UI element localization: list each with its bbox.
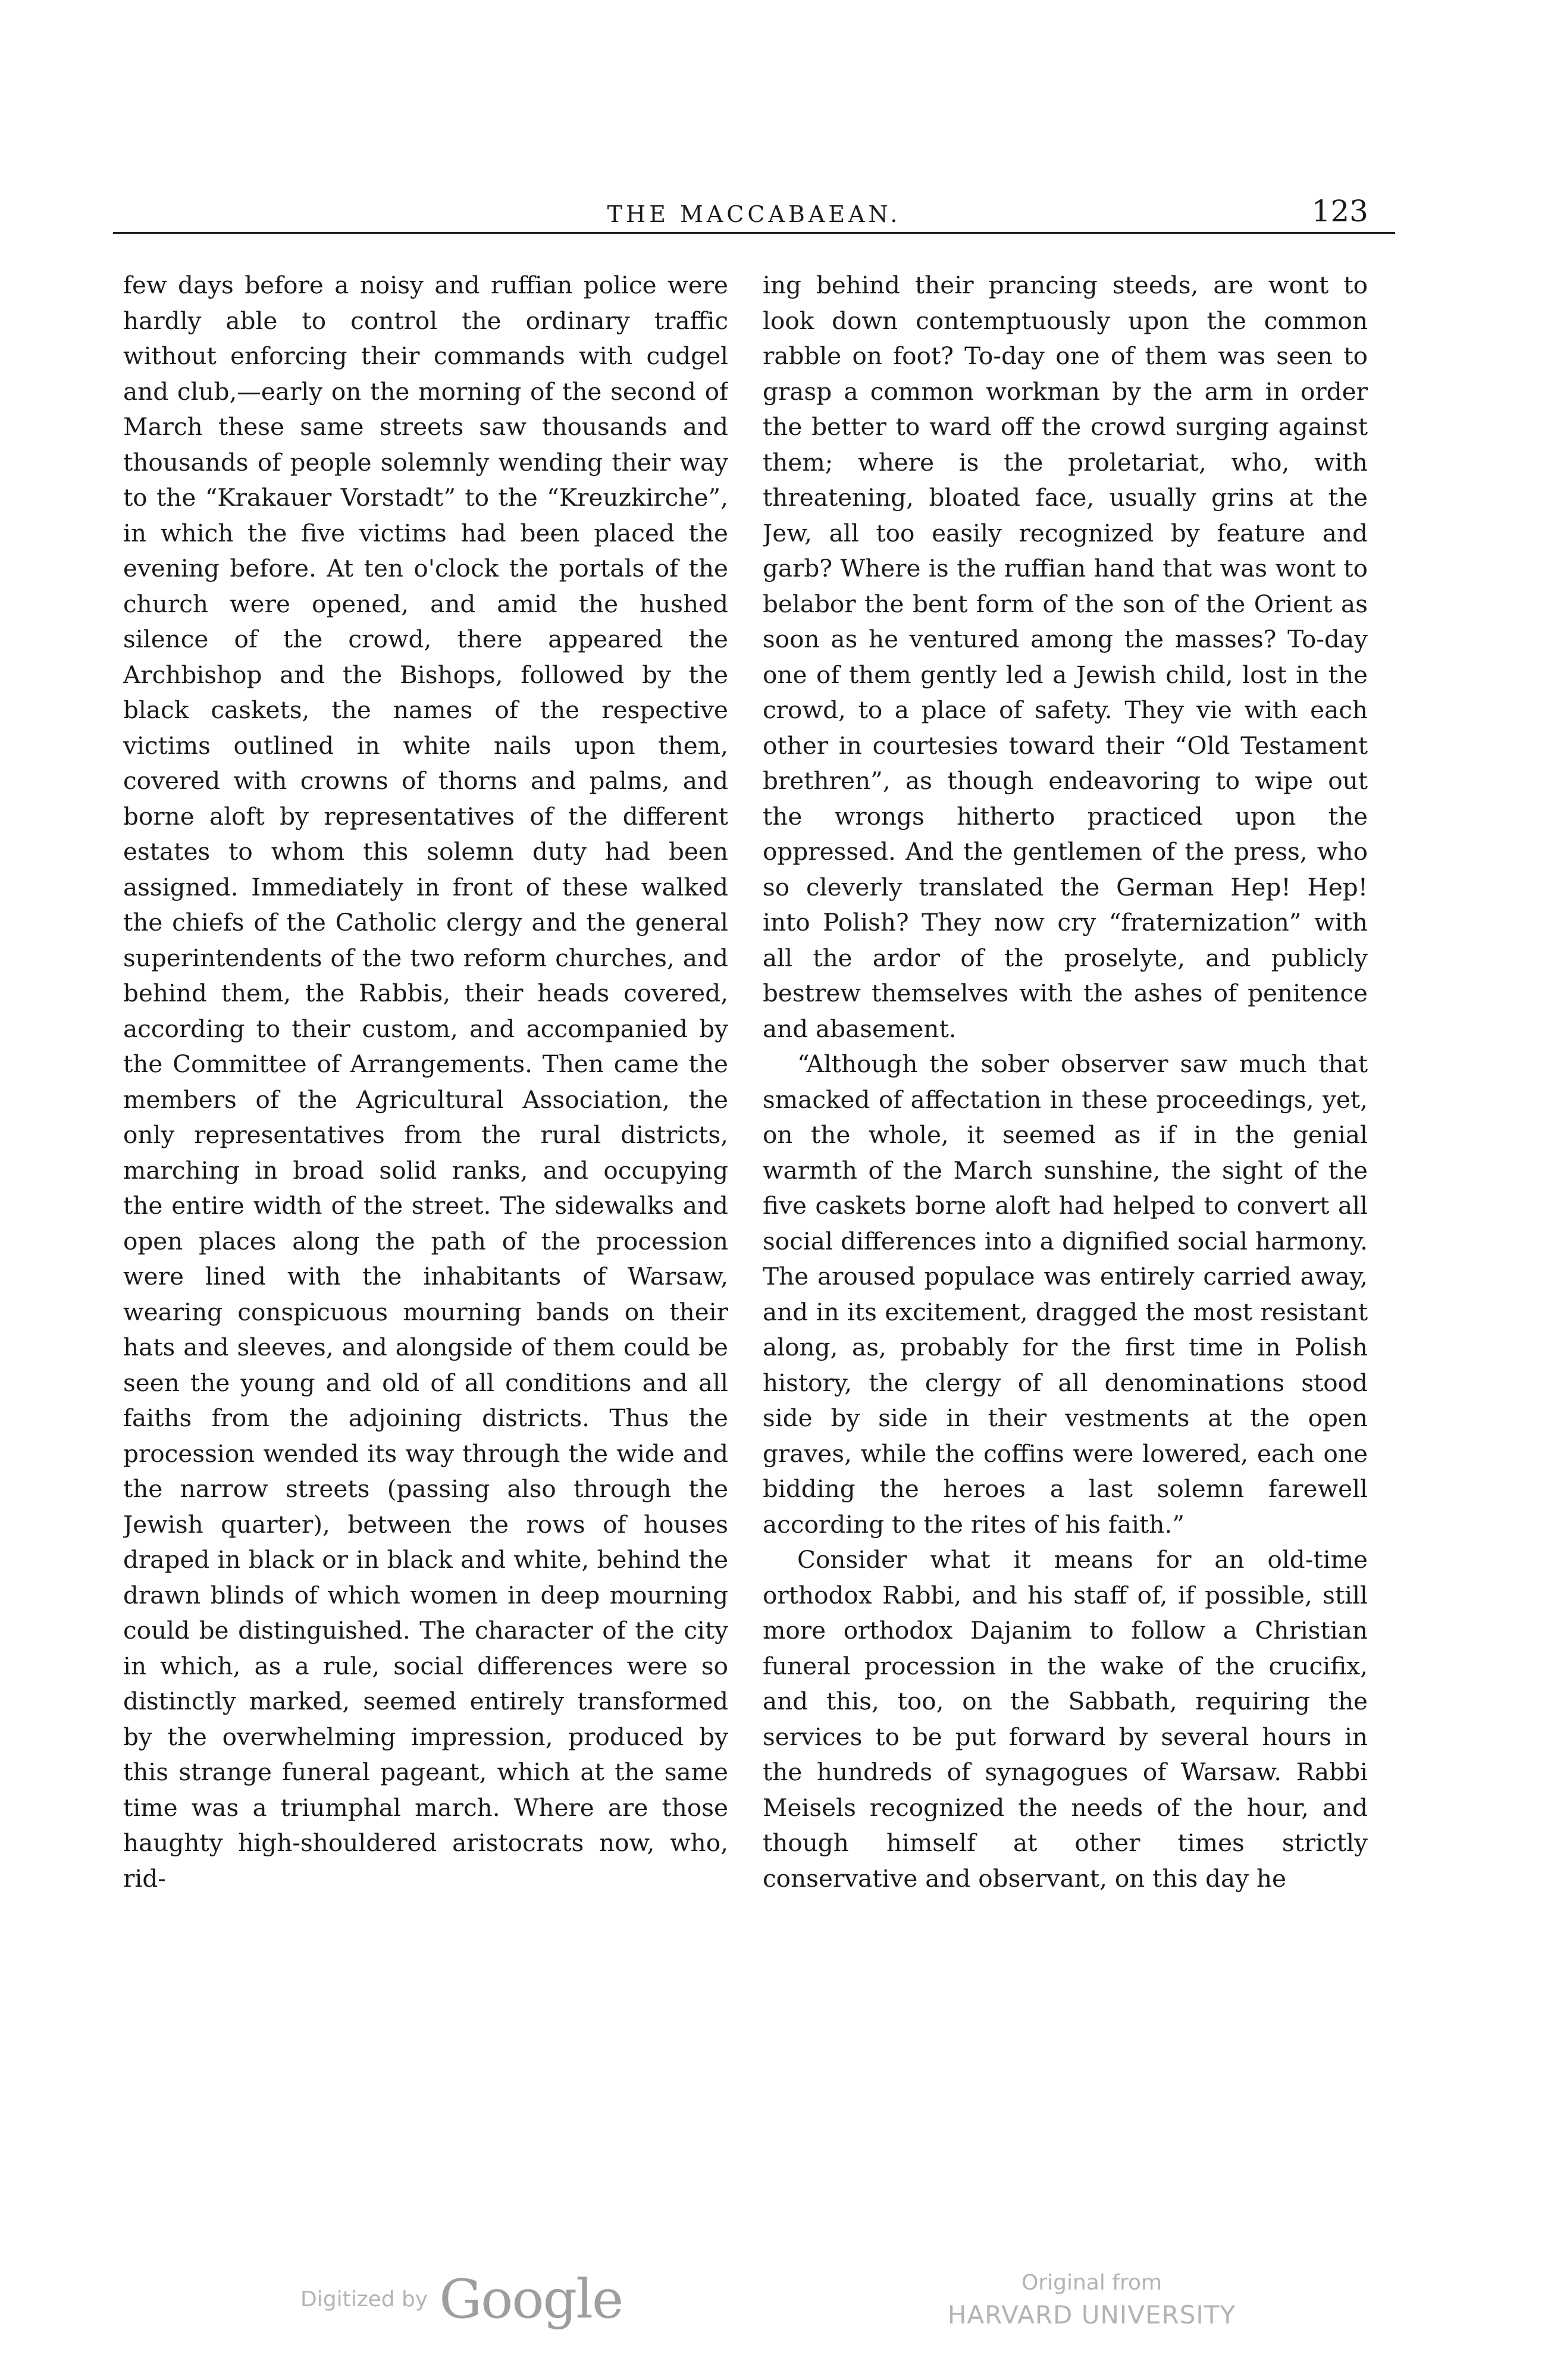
running-title: THE MACCABAEAN. bbox=[607, 201, 901, 227]
google-logo: Google bbox=[439, 2268, 623, 2331]
page-header bbox=[113, 189, 1395, 234]
source-watermark bbox=[937, 2267, 1246, 2331]
page-number: 123 bbox=[1311, 194, 1368, 228]
digitization-watermark bbox=[300, 2268, 622, 2331]
institution-label: HARVARD UNIVERSITY bbox=[947, 2300, 1236, 2329]
right-column bbox=[763, 268, 1368, 1981]
digitized-by-label: Digitized by bbox=[300, 2287, 428, 2312]
original-from-label: Original from bbox=[1021, 2271, 1162, 2295]
paragraph: ing behind their prancing steeds, are wont to look down contemptuously upon the common rabble on foot? To-day one of them was seen to grasp a common workman by the arm in order the better to ward off the crowd surging against them; where is the proletariat, who, with threatening, bloated face, usually grins at the Jew, all too easily recognized by feature and garb? Where is the ruffian hand that was wont to belabor the bent form of the son of the Orient as soon as he ventured among the masses? To-day one of them gently led a Jewish child, lost in the crowd, to a place of safety. They vie with each other in courtesies toward their “Old Testament brethren”, as though endeavoring to wipe out the wrongs hitherto practiced upon the oppressed. And the gentlemen of the press, who so cleverly translated the German Hep! Hep! into Polish? They now cry “fraternization” with all the ardor of the proselyte, and publicly bestrew themselves with the ashes of penitence and abasement. bbox=[763, 271, 1368, 1043]
paragraph: Consider what it means for an old-time orthodox Rabbi, and his staff of, if possible, still more orthodox Dajanim to follow a Christian funeral procession in the wake of the crucifix, and this, too, on the Sabbath, requiring the services to be put forward by several hours in the hundreds of synagogues of Warsaw. Rabbi Meisels recognized the needs of the hour, and though himself at other times strictly conservative and observant, on this day he bbox=[763, 1545, 1368, 1893]
left-column bbox=[123, 268, 728, 1981]
paragraph: few days before a noisy and ruffian police were hardly able to control the ordinary traffic without enforcing their commands with cudgel and club,—early on the morning of the second of March these same streets saw thousands and thousands of people solemnly wending their way to the “Krakauer Vorstadt” to the “Kreuzkirche”, in which the five victims had been placed the evening before. At ten o'clock the portals of the church were opened, and amid the hushed silence of the crowd, there appeared the Archbishop and the Bishops, followed by the black caskets, the names of the respective victims outlined in white nails upon them, covered with crowns of thorns and palms, and borne aloft by representatives of the different estates to whom this solemn duty had been assigned. Immediately in front of these walked the chiefs of the Catholic clergy and the general superintendents of the two reform churches, and behind them, the Rabbis, their heads covered, according to their custom, and accompanied by the Committee of Arrangements. Then came the members of the Agricultural Association, the only representatives from the rural districts, marching in broad solid ranks, and occupying the entire width of the street. The sidewalks and open places along the path of the procession were lined with the inhabitants of Warsaw, wearing conspicuous mourning bands on their hats and sleeves, and alongside of them could be seen the young and old of all conditions and all faiths from the adjoining districts. Thus the procession wended its way through the wide and the narrow streets (passing also through the Jewish quarter), between the rows of houses draped in black or in black and white, behind the drawn blinds of which women in deep mourning could be distinguished. The character of the city in which, as a rule, social differences were so distinctly marked, seemed entirely transformed by the overwhelming impression, produced by this strange funeral pageant, which at the same time was a triumphal march. Where are those haughty high-shouldered aristocrats now, who, rid- bbox=[123, 271, 728, 1893]
paragraph: “Although the sober observer saw much that smacked of affectation in these proceedings, yet, on the whole, it seemed as if in the genial warmth of the March sunshine, the sight of the five caskets borne aloft had helped to convert all social differences into a dignified social harmony. The aroused populace was entirely carried away, and in its excitement, dragged the most resistant along, as, probably for the first time in Polish history, the clergy of all denominations stood side by side in their vestments at the open graves, while the coffins were lowered, each one bidding the heroes a last solemn farewell according to the rites of his faith.” bbox=[763, 1050, 1368, 1539]
